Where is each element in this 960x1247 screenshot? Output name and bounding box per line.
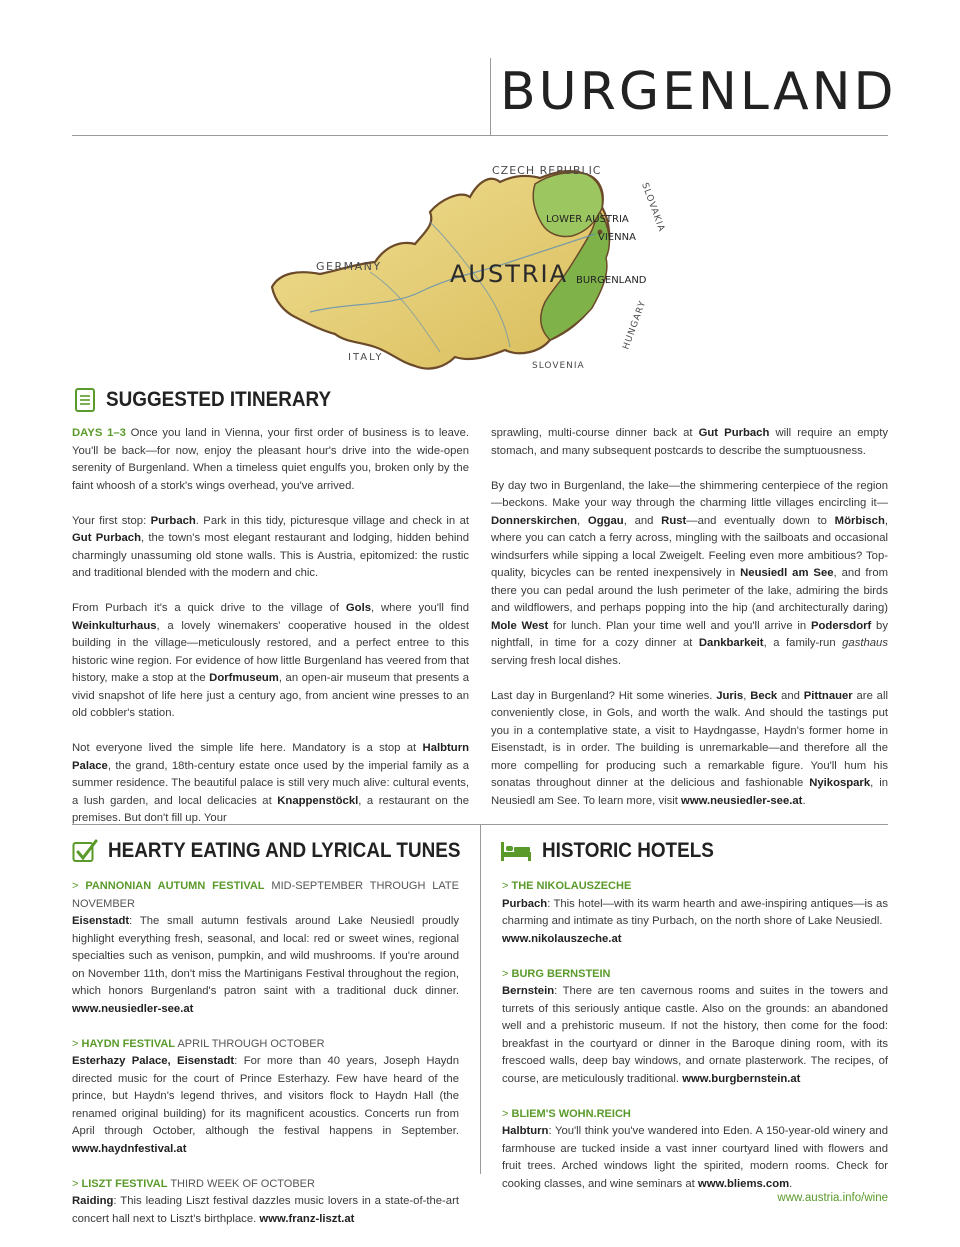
event-schedule: APRIL THROUGH OCTOBER bbox=[175, 1037, 325, 1050]
place-name: Gut Purbach bbox=[698, 427, 770, 439]
bed-icon bbox=[500, 840, 532, 862]
map-label-burgenland: BURGENLAND bbox=[576, 275, 647, 286]
event-name: PANNONIAN AUTUMN FESTIVAL bbox=[85, 880, 265, 892]
map-label-germany: GERMANY bbox=[316, 260, 382, 273]
event-item bbox=[72, 878, 459, 1018]
hotels-heading: HISTORIC HOTELS bbox=[542, 839, 714, 862]
hotel-item bbox=[502, 878, 888, 948]
itinerary-paragraph: sprawling, multi-course dinner back at Gut Purbach will require an empty stomach, and many subsequent postcards to describe the sumptuousness. bbox=[491, 427, 888, 457]
place-name: Halbturn Palace bbox=[72, 742, 469, 772]
hotel-name: THE NIKOLAUSZECHE bbox=[511, 880, 632, 892]
eating-column bbox=[72, 878, 459, 1246]
hotel-item bbox=[502, 1106, 888, 1194]
checkbox-icon bbox=[72, 839, 98, 863]
website-link[interactable]: www.nikolauszeche.at bbox=[502, 932, 622, 945]
days-label: DAYS 1–3 bbox=[72, 427, 126, 439]
hotel-description: Halbturn: You'll think you've wandered into Eden. A 150-year-old winery and farmhouse are tucked inside a vast inner courtyard lined with flowers and fruit trees. Arched windows light the spirited, modern rooms. Check for cooking classes, and wine seminars at www.bliems.com. bbox=[502, 1125, 888, 1190]
event-name: HAYDN FESTIVAL bbox=[81, 1037, 176, 1050]
itinerary-heading: SUGGESTED ITINERARY bbox=[106, 388, 332, 411]
map-label-vienna: VIENNA bbox=[598, 232, 636, 243]
itinerary-column-left bbox=[72, 425, 469, 828]
place-name: Gut Purbach bbox=[72, 532, 141, 544]
hotel-header: > BLIEM'S WOHN.REICH bbox=[502, 1107, 631, 1120]
itinerary-paragraph: Last day in Burgenland? Hit some wineries. Juris, Beck and Pittnauer are all conveniently close, in Gols, and worth the walk. And should the tastings put you in a contemplative state, a visit to Haydngasse, Haydn's former home in Eisenstadt, is in order. The building is unremarkable—and therefore all the more compelling for producing such a remarkable figure. You'll hum his sonatas throughout dinner at the delicious and fashionable Nyikospark, in Neusiedl am See. To learn more, visit www.neusiedler-see.at. bbox=[491, 689, 888, 807]
event-header: > PANNONIAN AUTUMN FESTIVAL MID-SEPTEMBER THROUGH LATE NOVEMBER bbox=[72, 880, 459, 910]
map-label-slovenia: SLOVENIA bbox=[532, 361, 585, 371]
footer-url[interactable]: www.austria.info/wine bbox=[777, 1192, 888, 1204]
website-link[interactable]: www.neusiedler-see.at bbox=[72, 1002, 194, 1015]
map-label-austria: AUSTRIA bbox=[450, 260, 569, 288]
place-name: Dorfmuseum bbox=[209, 672, 279, 684]
itinerary-paragraph: Not everyone lived the simple life here. Mandatory is a stop at Halbturn Palace, the grand, 18th-century estate once used by the imperial family as a summer residence. The beautiful palace is still very much alive: cultural events, a lush garden, and local delicacies at Knappenstöckl, a restaurant on the premises. But don't fill up. Your bbox=[72, 742, 469, 824]
itinerary-paragraph: DAYS 1–3 Once you land in Vienna, your first order of business is to leave. You'll be back—for now, enjoy the pleasant hour's drive into the wide-open serenity of Burgenland. When a timeless quiet engulfs you, broken only by the faint whoosh of a stork's wings overhead, you've arrived. bbox=[72, 427, 469, 492]
event-header: > HAYDN FESTIVAL APRIL THROUGH OCTOBER bbox=[72, 1037, 325, 1050]
itinerary-column-right bbox=[491, 425, 888, 810]
place-name: Knappenstöckl bbox=[277, 794, 359, 807]
map-label-lower-austria: LOWER AUSTRIA bbox=[546, 214, 629, 225]
place-name: Gols bbox=[345, 602, 371, 614]
hotel-name: BLIEM'S WOHN.REICH bbox=[511, 1107, 631, 1120]
website-link[interactable]: www.burgbernstein.at bbox=[682, 1072, 801, 1085]
event-schedule: THIRD WEEK OF OCTOBER bbox=[167, 1177, 315, 1190]
document-icon bbox=[74, 388, 96, 412]
header-rule bbox=[72, 135, 888, 136]
page-title: BURGENLAND bbox=[500, 62, 897, 122]
hotel-name: BURG BERNSTEIN bbox=[511, 967, 611, 980]
hotel-header: > BURG BERNSTEIN bbox=[502, 967, 611, 980]
hotels-heading-row bbox=[500, 839, 733, 863]
map-label-italy: ITALY bbox=[348, 352, 384, 363]
website-link[interactable]: www.franz-liszt.at bbox=[259, 1212, 355, 1225]
hotel-header: > THE NIKOLAUSZECHE bbox=[502, 880, 632, 892]
hotel-description: Bernstein: There are ten cavernous rooms and suites in the towers and turrets of this seriously antique castle. Also on the grounds: an abandoned well and a prehistoric museum. If not the history, then come for the food: breakfast in the courtyard or dinner in the Baroque dining room, with its frescoed walls, deep bay windows, and ornate plasterwork. The recipes, of course, are meticulously traditional. www.burgbernstein.at bbox=[502, 985, 888, 1085]
event-description: Raiding: This leading Liszt festival dazzles music lovers in a state-of-the-art concert hall next to Liszt's birthplace. www.franz-liszt.at bbox=[72, 1195, 459, 1225]
itinerary-paragraph: By day two in Burgenland, the lake—the shimmering centerpiece of the region—beckons. Make your way through the charming little villages encircling it—Donnerskirchen, Oggau, and Rust—and eventually down to Mörbisch, where you can catch a ferry across, mingling with the sailboats and occasional windsurfers while sipping a local Zweigelt. Feeling even more ambitious? Top-quality, bicycles can be rented inexpensively in Neusiedl am See, and from there you can pedal around the lush perimeter of the lake, admiring the birds and wildflowers, and perhaps popping into the hip (and architecturally daring) Mole West for lunch. Plan your time well and you'll arrive in Podersdorf by nightfall, in time for a cozy dinner at Dankbarkeit, a family-run gasthaus serving fresh local dishes. bbox=[491, 479, 889, 667]
website-link[interactable]: www.neusiedler-see.at bbox=[681, 794, 803, 807]
hotel-description: Purbach: This hotel—with its warm hearth and awe-inspiring antiques—is as charming and intimate as tiny Purbach, on the north shore of Lake Neusiedl. www.nikolauszeche.at bbox=[502, 897, 888, 945]
eating-heading-row bbox=[72, 839, 500, 863]
austria-map bbox=[250, 152, 690, 382]
header-divider-vertical bbox=[490, 58, 491, 136]
hotels-column bbox=[502, 878, 888, 1211]
website-link[interactable]: www.bliems.com bbox=[697, 1177, 790, 1190]
place-name: Purbach bbox=[150, 514, 196, 527]
event-schedule: MID-SEPTEMBER THROUGH LATE NOVEMBER bbox=[72, 880, 459, 910]
column-divider bbox=[480, 824, 481, 1174]
event-header: > LISZT FESTIVAL THIRD WEEK OF OCTOBER bbox=[72, 1177, 315, 1190]
map-label-czech: CZECH REPUBLIC bbox=[492, 164, 602, 177]
event-name: LISZT FESTIVAL bbox=[81, 1177, 168, 1190]
place-name: Weinkulturhaus bbox=[72, 619, 157, 632]
map-label-slovakia: SLOVAKIA bbox=[639, 181, 667, 234]
event-description: Eisenstadt: The small autumn festivals around Lake Neusiedl proudly highlight everything fresh, seasonal, and local: red or sweet wines, regional specialties such as venison, pumpkin, and wild mushrooms. If you're around on November 11th, don't miss the Martinigans Festival throughout the region, which honors Burgenland's patron saint with a traditional duck dinner. www.neusiedler-see.at bbox=[72, 915, 459, 1015]
itinerary-paragraph: Your first stop: Purbach. Park in this tidy, picturesque village and check in at Gut Purbach, the town's most elegant restaurant and lodging, hidden behind charmingly unassuming old stone walls. This is Austria, epitomized: the rustic and traditional blended with the modern and chic. bbox=[72, 514, 469, 579]
website-link[interactable]: www.haydnfestival.at bbox=[72, 1142, 187, 1155]
event-item bbox=[72, 1036, 459, 1159]
event-item bbox=[72, 1176, 459, 1229]
itinerary-heading-row bbox=[74, 388, 356, 412]
itinerary-paragraph: From Purbach it's a quick drive to the village of Gols, where you'll find Weinkulturhaus, a lovely winemakers' cooperative housed in the oldest building in the village—meticulously restored, and a perfect entree to this historic wine region. For evidence of how little Burgenland has veered from that history, make a stop at the Dorfmuseum, an open-air museum that presents a vivid snapshot of life here just a century ago, from ancient wine presses to an old cobbler's station. bbox=[72, 602, 469, 719]
map-label-hungary: HUNGARY bbox=[621, 299, 649, 352]
event-description: Esterhazy Palace, Eisenstadt: For more than 40 years, Joseph Haydn directed music for the court of Prince Esterhazy. Few have heard of the prince, but Haydn's legend thrives, and visitors flock to Haydn Hall (the renamed original building) for its magnificent acoustics. Concerts run from April through October, although the festival happens in September. www.haydnfestival.at bbox=[72, 1055, 459, 1155]
eating-heading: HEARTY EATING AND LYRICAL TUNES bbox=[108, 839, 461, 862]
hotel-item bbox=[502, 966, 888, 1089]
